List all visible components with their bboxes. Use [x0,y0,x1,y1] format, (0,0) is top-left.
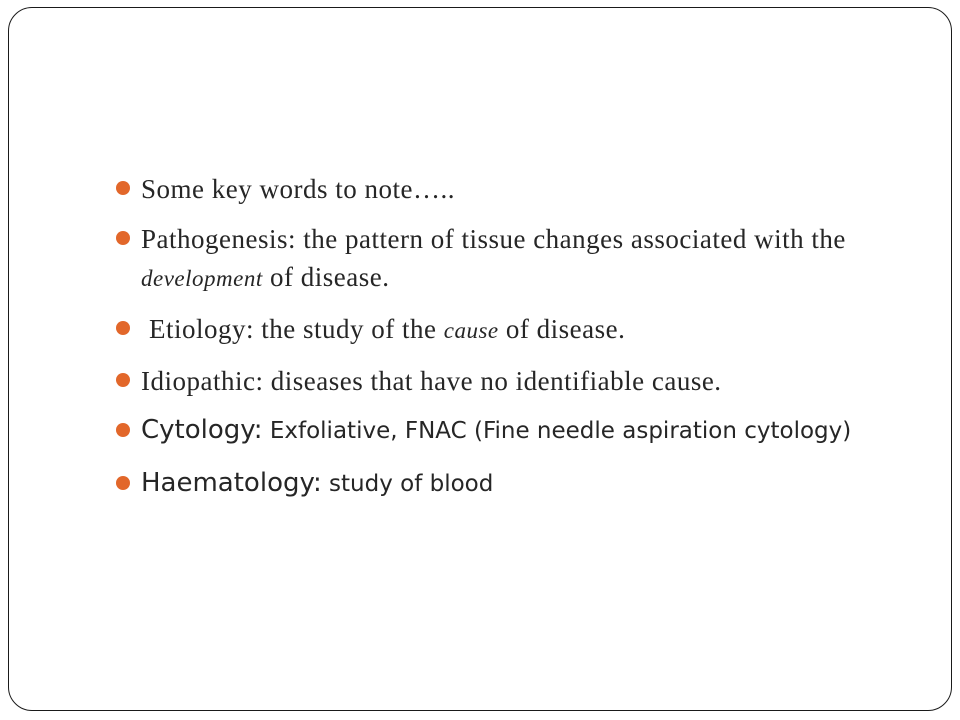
bullet-item-etiology [113,310,873,350]
definition-text-end: of disease. [498,314,626,344]
term-etiology: Etiology [149,314,246,344]
bullet-item-key-words [113,170,873,208]
bullet-dot-icon [116,373,130,387]
emphasis-cause: cause [443,318,499,343]
bullet-dot-icon [116,476,130,490]
bullet-dot-icon [116,181,130,195]
bullet-item-pathogenesis [113,220,873,298]
definition-text-end: of disease. [262,262,390,292]
bullet-item-idiopathic [113,362,873,400]
bullet-list [113,170,873,518]
bullet-text: Some key words to note….. [141,174,455,204]
definition-text: : diseases that have no identifiable cause. [255,366,722,396]
definition-text: Exfoliative, FNAC (Fine needle aspiration cytology) [262,418,852,444]
bullet-dot-icon [116,321,130,335]
definition-text: study of blood [321,471,494,497]
bullet-dot-icon [116,231,130,245]
bullet-item-cytology [113,412,873,449]
emphasis-development: development [141,266,263,291]
definition-text: : the study of the [246,314,444,344]
bullet-item-haematology [113,465,873,502]
term-idiopathic: Idiopathic [141,366,256,396]
bullet-dot-icon [116,423,130,437]
term-pathogenesis: Pathogenesis [141,224,288,254]
term-haematology: Haematology: [141,468,322,498]
term-cytology: Cytology: [141,415,263,445]
slide-frame [8,7,952,711]
definition-text: : the pattern of tissue changes associated with the [288,224,846,254]
